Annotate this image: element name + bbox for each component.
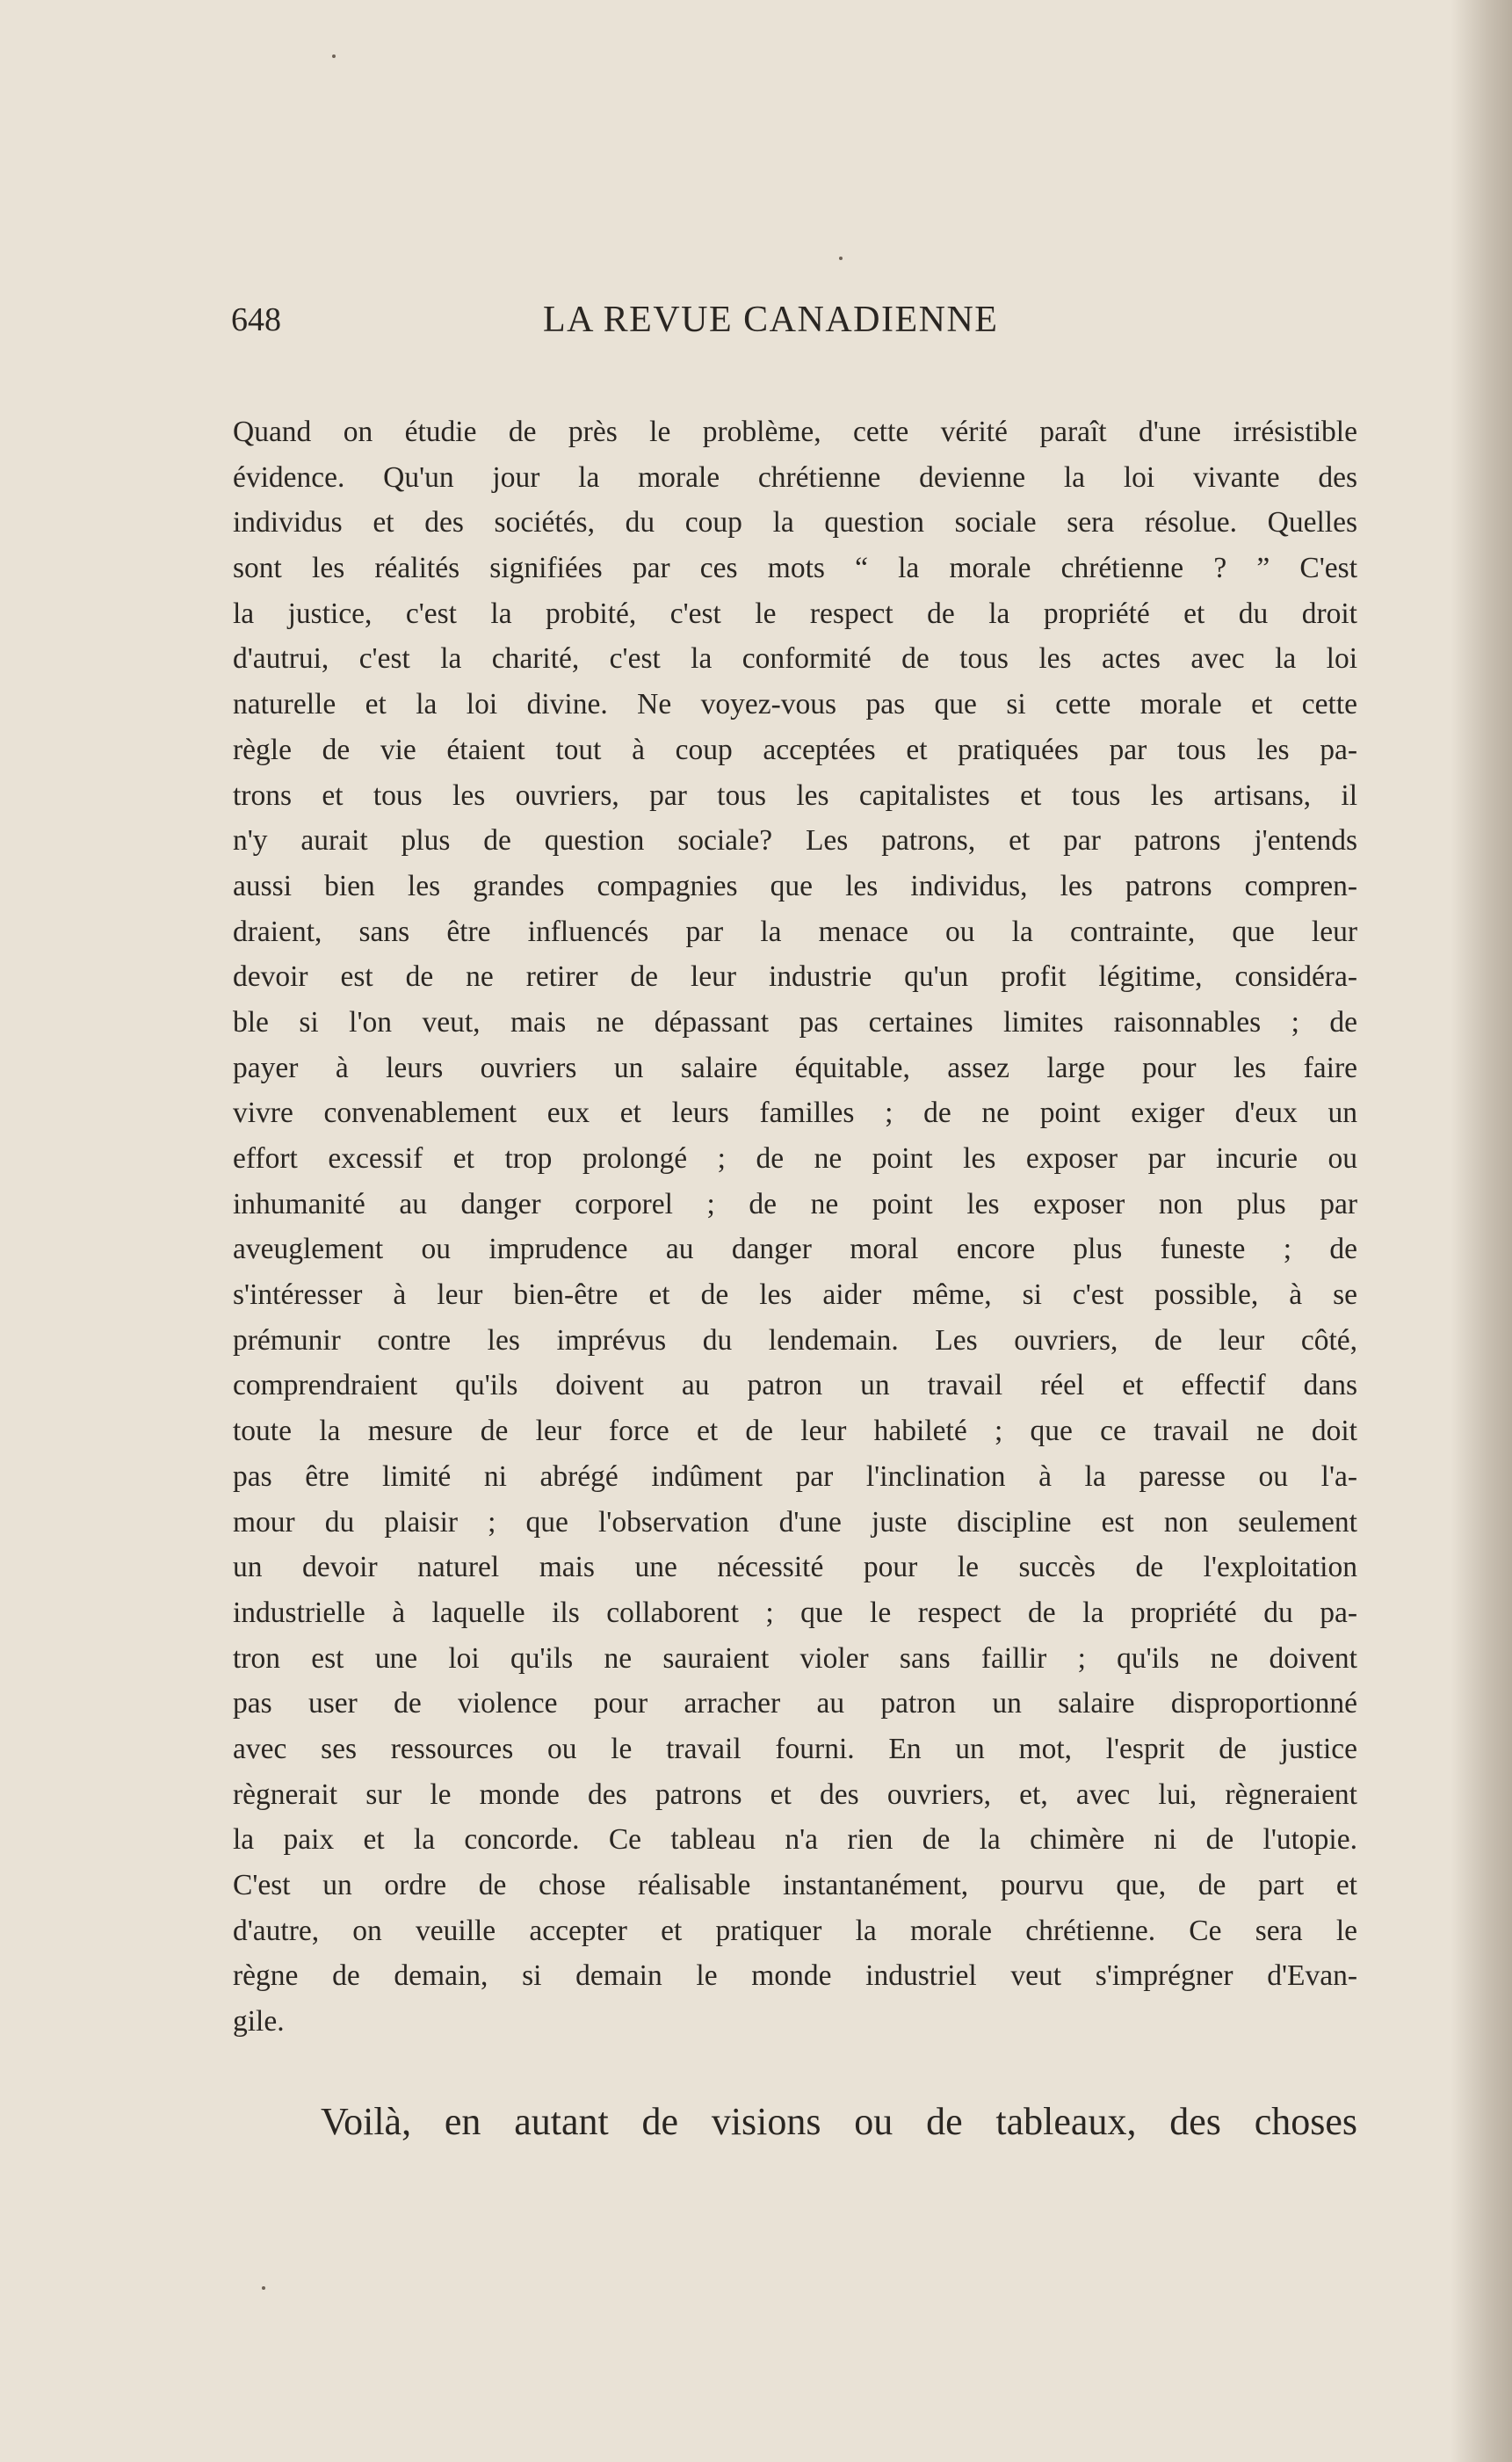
text-line: pas être limité ni abrégé indûment par l'inclination à la paresse ou l'a- (233, 1459, 1357, 1493)
paper-speck (332, 54, 336, 58)
text-line: mour du plaisir ; que l'observation d'une juste discipline est non seulement (233, 1505, 1357, 1539)
text-line: aveuglement ou imprudence au danger moral encore plus funeste ; de (233, 1233, 1357, 1266)
text-line: payer à leurs ouvriers un salaire équitable, assez large pour les faire (233, 1051, 1357, 1084)
text-line: sont les réalités signifiées par ces mots “ la morale chrétienne ? ” C'est (233, 552, 1357, 585)
running-title: LA REVUE CANADIENNE (543, 300, 999, 340)
text-line: s'intéresser à leur bien-être et de les aider même, si c'est possible, à se (233, 1278, 1357, 1312)
text-line: aussi bien les grandes compagnies que les individus, les patrons compren- (233, 869, 1357, 902)
text-line: draient, sans être influencés par la menace ou la contrainte, que leur (233, 915, 1357, 948)
text-line: règle de vie étaient tout à coup acceptées et pratiquées par tous les pa- (233, 733, 1357, 766)
text-line: avec ses ressources ou le travail fourni. En un mot, l'esprit de justice (233, 1732, 1357, 1765)
text-line: Quand on étudie de près le problème, cette vérité paraît d'une irrésistible (233, 416, 1357, 448)
text-line: n'y aurait plus de question sociale? Les patrons, et par patrons j'entends (233, 824, 1357, 858)
page-edge-shadow (1451, 0, 1512, 2462)
text-line: devoir est de ne retirer de leur industrie qu'un profit légitime, considéra- (233, 960, 1357, 994)
text-line: d'autrui, c'est la charité, c'est la conformité de tous les actes avec la loi (233, 642, 1357, 676)
text-line: prémunir contre les imprévus du lendemain. Les ouvriers, de leur côté, (233, 1323, 1357, 1357)
text-line: comprendraient qu'ils doivent au patron un travail réel et effectif dans (233, 1369, 1357, 1402)
paper-speck (839, 257, 843, 260)
text-line: évidence. Qu'un jour la morale chrétienne devienne la loi vivante des (233, 460, 1357, 494)
text-line: un devoir naturel mais une nécessité pour le succès de l'exploitation (233, 1551, 1357, 1584)
text-line: naturelle et la loi divine. Ne voyez-vous pas que si cette morale et cette (233, 688, 1357, 721)
text-line: inhumanité au danger corporel ; de ne point les exposer non plus par (233, 1187, 1357, 1220)
text-line: règnerait sur le monde des patrons et des ouvriers, et, avec lui, règneraient (233, 1778, 1357, 1811)
text-line: industrielle à laquelle ils collaborent ; que le respect de la propriété du pa- (233, 1596, 1357, 1629)
page-header (231, 299, 1038, 348)
text-line: d'autre, on veuille accepter et pratiquer la morale chrétienne. Ce sera le (233, 1914, 1357, 1947)
text-line: règne de demain, si demain le monde industriel veut s'imprégner d'Evan- (233, 1959, 1357, 1993)
text-line: effort excessif et trop prolongé ; de ne point les exposer par incurie ou (233, 1142, 1357, 1175)
text-line: individus et des sociétés, du coup la question sociale sera résolue. Quelles (233, 506, 1357, 539)
text-line: pas user de violence pour arracher au patron un salaire disproportionné (233, 1687, 1357, 1720)
text-line: gile. (233, 2005, 285, 2038)
text-line: tron est une loi qu'ils ne sauraient violer sans faillir ; qu'ils ne doivent (233, 1641, 1357, 1675)
text-line: vivre convenablement eux et leurs familles ; de ne point exiger d'eux un (233, 1097, 1357, 1130)
page-number: 648 (231, 301, 281, 338)
text-line: la paix et la concorde. Ce tableau n'a rien de la chimère ni de l'utopie. (233, 1823, 1357, 1857)
text-line: ble si l'on veut, mais ne dépassant pas certaines limites raisonnables ; de (233, 1005, 1357, 1039)
text-line: la justice, c'est la probité, c'est le respect de la propriété et du droit (233, 597, 1357, 630)
paragraph-quote (233, 409, 1357, 2045)
next-paragraph: Voilà, en autant de visions ou de tableaux, des choses (321, 2100, 1357, 2143)
text-line: C'est un ordre de chose réalisable instantanément, pourvu que, de part et (233, 1869, 1357, 1901)
text-line: toute la mesure de leur force et de leur habileté ; que ce travail ne doit (233, 1415, 1357, 1448)
text-line: trons et tous les ouvriers, par tous les capitalistes et tous les artisans, il (233, 778, 1357, 812)
paper-speck (262, 2286, 265, 2290)
